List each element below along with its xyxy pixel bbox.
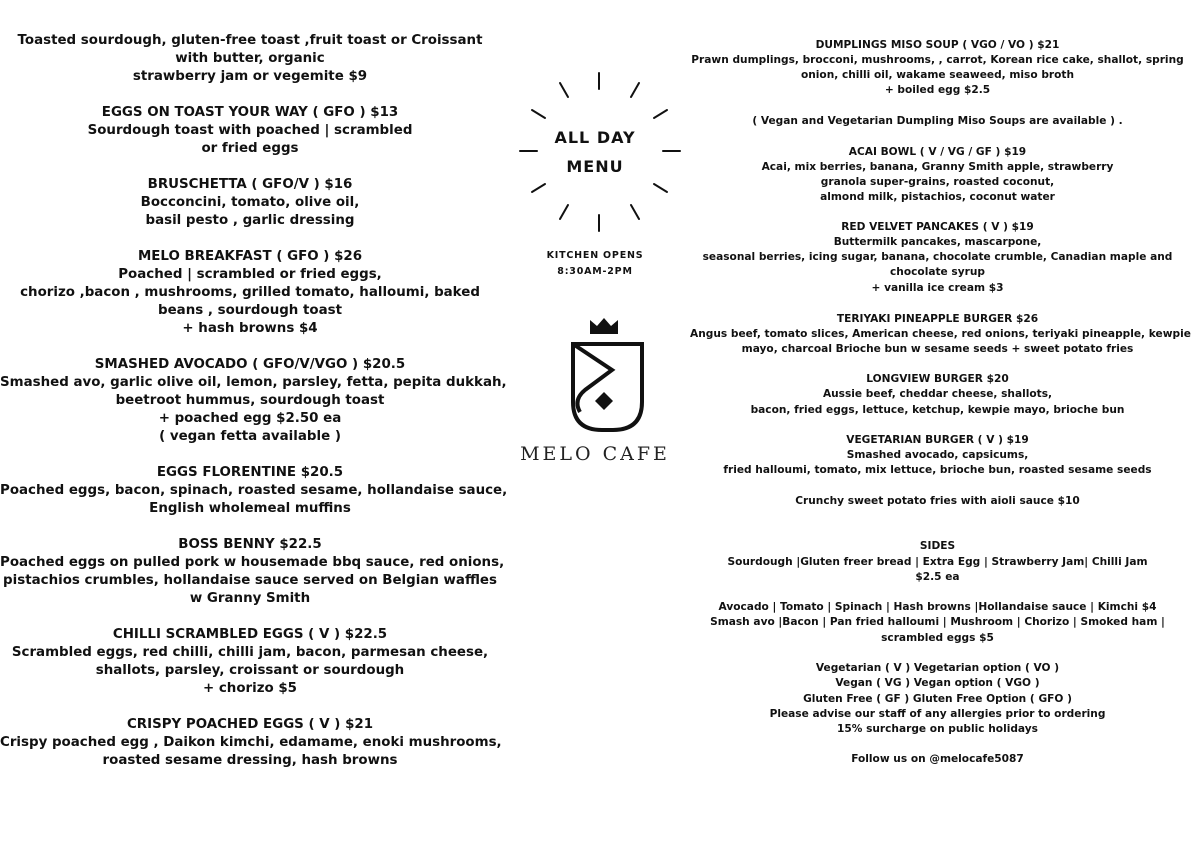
menu-line: + chorizo $5: [202, 681, 298, 696]
menu-line: Toasted sourdough, gluten-free toast ,fruit toast or Croissant: [17, 33, 483, 48]
menu-line: beans , sourdough toast: [157, 303, 343, 318]
menu-line: granola super-grains, roasted coconut,: [820, 176, 1055, 188]
menu-line: + boiled egg $2.5: [884, 84, 991, 96]
menu-line: onion, chilli oil, wakame seaweed, miso broth: [800, 69, 1075, 81]
menu-item-title: BOSS BENNY $22.5: [178, 537, 322, 552]
sides-heading: SIDES: [919, 540, 956, 552]
kitchen-hours-time: 8:30AM-2PM: [557, 266, 633, 277]
menu-item-title: RED VELVET PANCAKES ( V ) $19: [841, 221, 1034, 233]
menu-line: almond milk, pistachios, coconut water: [820, 191, 1055, 203]
menu-line: Avocado | Tomato | Spinach | Hash browns |Hollandaise sauce | Kimchi $4: [718, 601, 1157, 613]
menu-line: Sourdough toast with poached | scrambled: [87, 123, 413, 138]
menu-line: Acai, mix berries, banana, Granny Smith apple, strawberry: [761, 161, 1114, 173]
menu-line: + hash browns $4: [182, 321, 318, 336]
menu-line: Prawn dumplings, brocconi, mushrooms, , carrot, Korean rice cake, shallot, spring: [691, 54, 1184, 66]
menu-line: or fried eggs: [201, 141, 299, 156]
menu-line: shallots, parsley, croissant or sourdough: [95, 663, 405, 678]
menu-item-title: MELO BREAKFAST ( GFO ) $26: [137, 249, 363, 264]
menu-line: Aussie beef, cheddar cheese, shallots,: [822, 388, 1053, 400]
crown-shield-logo-icon: [500, 312, 690, 442]
allergy-notice: Please advise our staff of any allergies prior to ordering: [769, 708, 1106, 720]
menu-line: beetroot hummus, sourdough toast: [115, 393, 385, 408]
menu-item-title: EGGS FLORENTINE $20.5: [156, 465, 344, 480]
menu-line: mayo, charcoal Brioche bun w sesame seeds + sweet potato fries: [741, 343, 1134, 355]
menu-line: strawberry jam or vegemite $9: [132, 69, 368, 84]
menu-item-title: CHILLI SCRAMBLED EGGS ( V ) $22.5: [112, 627, 388, 642]
menu-line: ( vegan fetta available ): [159, 429, 341, 444]
menu-line: Scrambled eggs, red chilli, chilli jam, bacon, parmesan cheese,: [11, 645, 489, 660]
legend-line: Vegetarian ( V ) Vegetarian option ( VO ): [815, 662, 1060, 674]
menu-item-title: SMASHED AVOCADO ( GFO/V/VGO ) $20.5: [94, 357, 406, 372]
menu-item-title: BRUSCHETTA ( GFO/V ) $16: [147, 177, 353, 192]
menu-line: seasonal berries, icing sugar, banana, chocolate crumble, Canadian maple and: [702, 251, 1173, 263]
menu-line: Poached | scrambled or fried eggs,: [118, 267, 382, 282]
menu-item-title: CRISPY POACHED EGGS ( V ) $21: [126, 717, 374, 732]
menu-line: Bocconcini, tomato, olive oil,: [140, 195, 360, 210]
menu-line: fried halloumi, tomato, mix lettuce, brioche bun, roasted sesame seeds: [723, 464, 1152, 476]
brand-name: MELO CAFE: [520, 443, 670, 465]
menu-line: w Granny Smith: [189, 591, 311, 606]
menu-item-title: Crunchy sweet potato fries with aioli sauce $10: [795, 495, 1080, 507]
menu-line: scrambled eggs $5: [881, 632, 994, 644]
menu-line: bacon, fried eggs, lettuce, ketchup, kewpie mayo, brioche bun: [750, 404, 1125, 416]
menu-line: chocolate syrup: [890, 266, 985, 278]
menu-line: Angus beef, tomato slices, American cheese, red onions, teriyaki pineapple, kewpie: [690, 328, 1191, 340]
menu-note: ( Vegan and Vegetarian Dumpling Miso Soups are available ) .: [752, 115, 1123, 127]
menu-line: $2.5 ea: [915, 571, 960, 583]
menu-item-title: DUMPLINGS MISO SOUP ( VGO / VO ) $21: [815, 39, 1060, 51]
menu-line: Smash avo |Bacon | Pan fried halloumi | Mushroom | Chorizo | Smoked ham |: [710, 616, 1165, 628]
menu-item-title: TERIYAKI PINEAPPLE BURGER $26: [836, 313, 1039, 325]
center-column: [500, 0, 690, 849]
menu-item-title: ACAI BOWL ( V / VG / GF ) $19: [848, 146, 1027, 158]
menu-line: + vanilla ice cream $3: [871, 282, 1004, 294]
menu-line: with butter, organic: [175, 51, 325, 66]
menu-item-title: VEGETARIAN BURGER ( V ) $19: [846, 434, 1029, 446]
menu-line: + poached egg $2.50 ea: [158, 411, 342, 426]
legend-line: Vegan ( VG ) Vegan option ( VGO ): [835, 677, 1040, 689]
menu-title-line1: ALL DAY: [554, 128, 636, 147]
menu-line: Buttermilk pancakes, mascarpone,: [833, 236, 1042, 248]
menu-line: Smashed avo, garlic olive oil, lemon, parsley, fetta, pepita dukkah,: [0, 375, 507, 390]
menu-line: Smashed avocado, capsicums,: [846, 449, 1029, 461]
menu-line: Poached eggs, bacon, spinach, roasted sesame, hollandaise sauce,: [0, 483, 508, 498]
menu-line: roasted sesame dressing, hash browns: [102, 753, 398, 768]
menu-item-title: EGGS ON TOAST YOUR WAY ( GFO ) $13: [101, 105, 399, 120]
menu-line: Poached eggs on pulled pork w housemade bbq sauce, red onions,: [0, 555, 505, 570]
menu-title-line2: MENU: [566, 157, 624, 176]
surcharge-notice: 15% surcharge on public holidays: [837, 723, 1038, 735]
menu-line: English wholemeal muffins: [149, 501, 351, 516]
kitchen-hours-label: KITCHEN OPENS: [546, 250, 644, 261]
menu-line: Sourdough |Gluten freer bread | Extra Egg | Strawberry Jam| Chilli Jam: [727, 556, 1148, 568]
menu-line: Crispy poached egg , Daikon kimchi, edamame, enoki mushrooms,: [0, 735, 502, 750]
social-handle: Follow us on @melocafe5087: [851, 753, 1024, 765]
menu-line: pistachios crumbles, hollandaise sauce served on Belgian waffles: [3, 573, 497, 588]
legend-line: Gluten Free ( GF ) Gluten Free Option ( GFO ): [803, 693, 1072, 705]
menu-line: basil pesto , garlic dressing: [145, 213, 355, 228]
menu-line: chorizo ,bacon , mushrooms, grilled tomato, halloumi, baked: [20, 285, 480, 300]
menu-item-title: LONGVIEW BURGER $20: [866, 373, 1009, 385]
